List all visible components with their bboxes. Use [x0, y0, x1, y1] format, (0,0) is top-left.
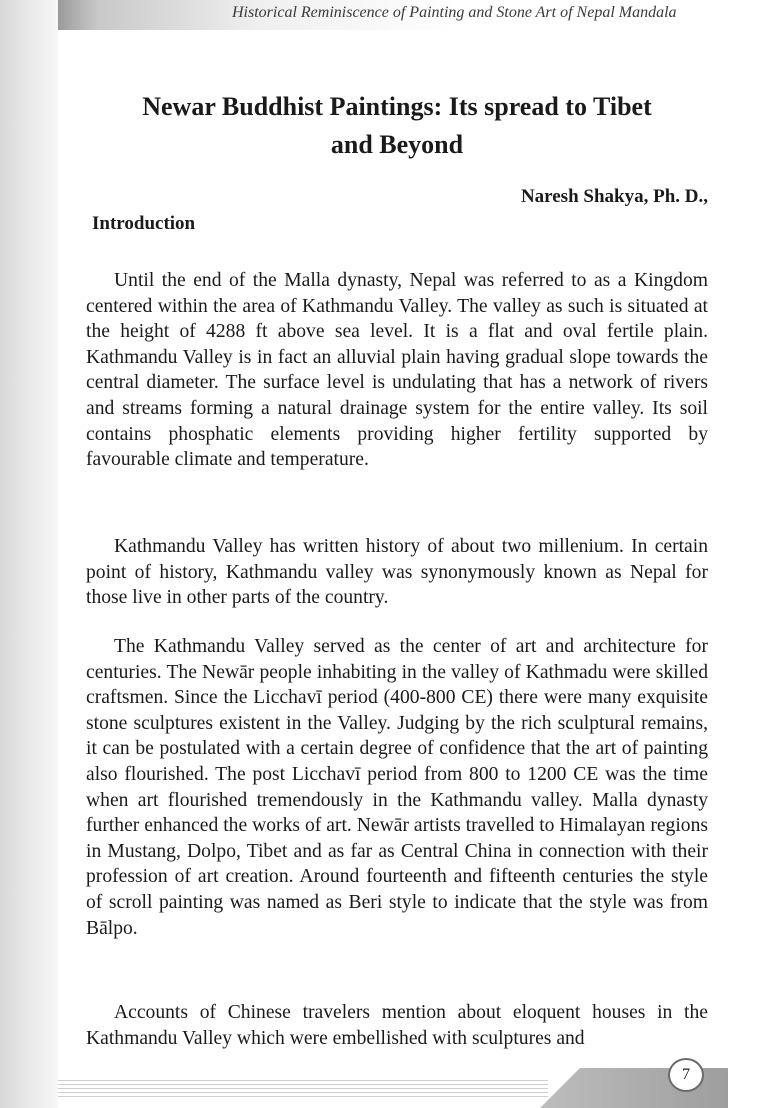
- page-gutter-shade: [0, 0, 58, 1108]
- section-heading: Introduction: [92, 213, 196, 234]
- page-number: 7: [668, 1058, 704, 1092]
- article-title-line-2: and Beyond: [330, 130, 464, 159]
- paragraph-2: Kathmandu Valley has written history of about two millenium. In certain point of history, Kathmandu valley was synonymously known as Nepal for those live in other parts of the country.: [86, 536, 708, 609]
- article-title: [92, 88, 702, 164]
- footer-rule-lines: [58, 1080, 548, 1100]
- paragraph-1: Until the end of the Malla dynasty, Nepal was referred to as a Kingdom centered within the area of Kathmandu Valley. The valley as such is situated at the height of 4288 ft above sea level. It is a flat and oval fertile plain. Kathmandu Valley is in fact an alluvial plain having gradual slope towards the central diameter. The surface level is undulating that has a network of rivers and streams forming a natural drainage system for the entire valley. Its soil contains phosphatic elements providing higher fertility supported by favourable climate and temperature.: [86, 270, 708, 471]
- author-name: Naresh Shakya, Ph. D.,: [520, 186, 708, 207]
- paragraph-3: The Kathmandu Valley served as the center of art and architecture for centuries. The Newār people inhabiting in the valley of Kathmadu were skilled craftsmen. Since the Licchavī period (400-800 CE) there were many exquisite stone sculptures existent in the Valley. Judging by the rich sculptural remains, it can be postulated with a certain degree of confidence that the art of painting also flourished. The post Licchavī period from 800 to 1200 CE was the time when art flourished tremendously in the Kathmandu valley. Malla dynasty further enhanced the works of art. Newār artists travelled to Himalayan regions in Mustang, Dolpo, Tibet and as far as Central China in connection with their profession of art creation. Around fourteenth and fifteenth centuries the style of scroll painting was named as Beri style to indicate that the style was from Bālpo.: [86, 636, 708, 939]
- article-title-line-1: Newar Buddhist Paintings: Its spread to Tibet: [142, 92, 652, 121]
- running-head: Historical Reminiscence of Painting and Stone Art of Nepal Mandala: [232, 4, 677, 21]
- paragraph-4: Accounts of Chinese travelers mention about eloquent houses in the Kathmandu Valley which were embellished with sculptures and: [86, 1002, 708, 1049]
